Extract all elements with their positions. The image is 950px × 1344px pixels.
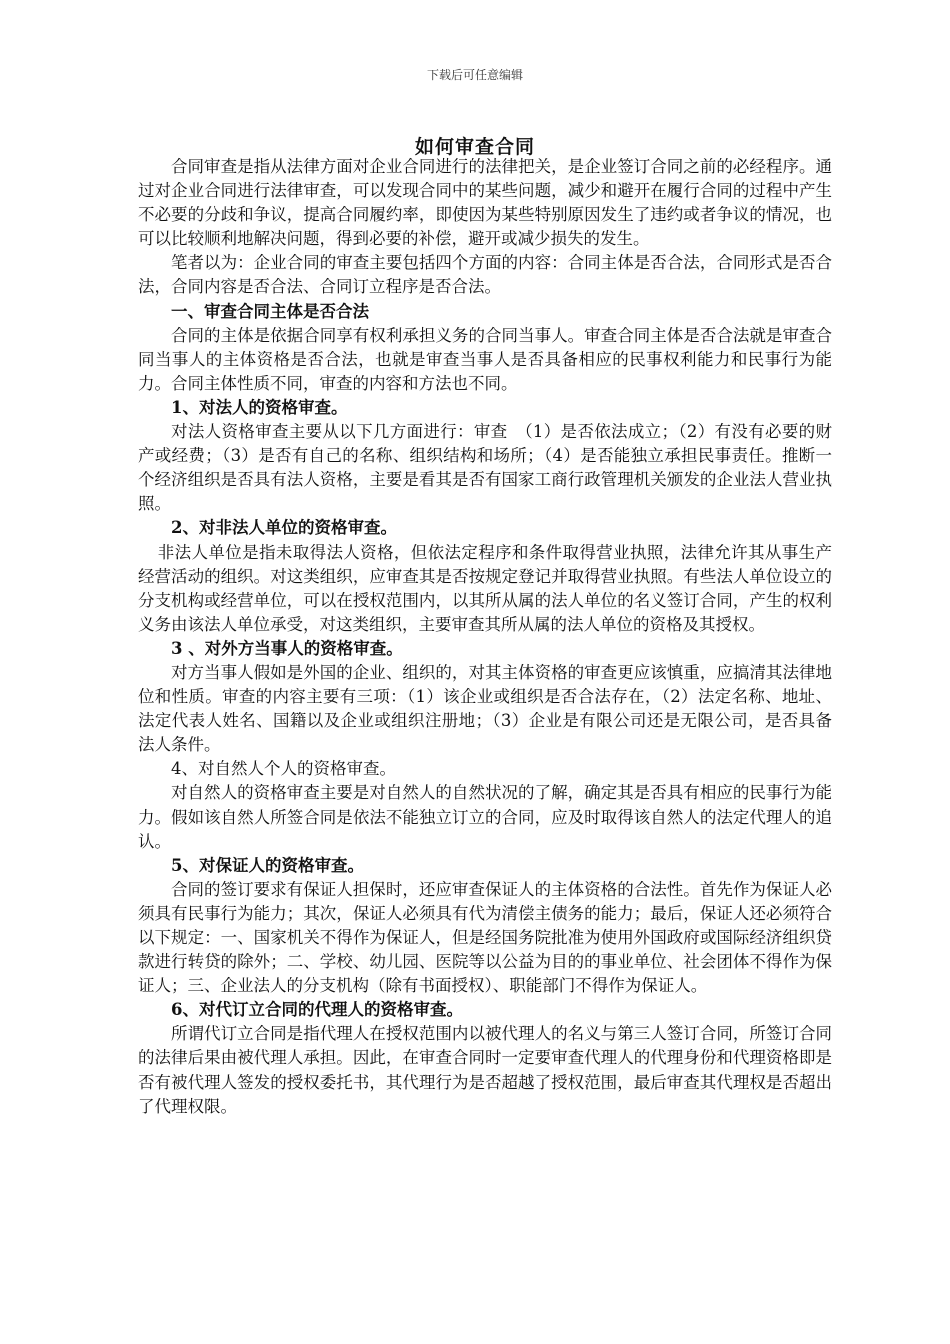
item-5-paragraph: 合同的签订要求有保证人担保时，还应审查保证人的主体资格的合法性。首先作为保证人必须具有民事行为能力；其次，保证人必须具有代为清偿主债务的能力；最后，保证人还必须符合以下规定：一、国家机关不得作为保证人，但是经国务院批准为使用外国政府或国际经济组织贷款进行转贷的除外；二、学校、幼儿园、医院等以公益为目的的事业单位、社会团体不得作为保证人；三、企业法人的分支机构（除有书面授权）、职能部门不得作为保证人。 — [138, 879, 832, 996]
header-note: 下载后可任意编辑 — [426, 68, 523, 82]
intro-paragraph-2: 笔者以为：企业合同的审查主要包括四个方面的内容：合同主体是否合法，合同形式是否合法，合同内容是否合法、合同订立程序是否合法。 — [138, 253, 832, 297]
item-6-heading: 6、对代订立合同的代理人的资格审查。 — [171, 1000, 463, 1020]
item-5-heading: 5、对保证人的资格审查。 — [171, 855, 364, 875]
section-1-paragraph: 合同的主体是依据合同享有权利承担义务的合同当事人。审查合同主体是否合法就是审查合同当事人的主体资格是否合法，也就是审查当事人是否具备相应的民事权利能力和民事行为能力。合同主体性质不同，审查的内容和方法也不同。 — [138, 325, 832, 393]
item-2-paragraph: 非法人单位是指未取得法人资格，但依法定程序和条件取得营业执照，法律允许其从事生产经营活动的组织。对这类组织，应审查其是否按规定登记并取得营业执照。有些法人单位设立的分支机构或经营单位，可以在授权范围内，以其所从属的法人单位的名义签订合同，产生的权利义务由该法人单位承受，对这类组织，主要审查其所从属的法人单位的资格及其授权。 — [138, 542, 832, 634]
document-body — [138, 155, 832, 1119]
item-4-paragraph: 对自然人的资格审查主要是对自然人的自然状况的了解，确定其是否具有相应的民事行为能力。假如该自然人所签合同是依法不能独立订立的合同，应及时取得该自然人的法定代理人的追认。 — [138, 783, 832, 851]
intro-paragraph-1: 合同审查是指从法律方面对企业合同进行的法律把关，是企业签订合同之前的必经程序。通过对企业合同进行法律审查，可以发现合同中的某些问题，减少和避开在履行合同的过程中产生不必要的分歧和争议，提高合同履约率，即使因为某些特别原因发生了违约或者争议的情况，也可以比较顺利地解决问题，得到必要的补偿，避开或减少损失的发生。 — [138, 157, 832, 249]
item-3-paragraph: 对方当事人假如是外国的企业、组织的，对其主体资格的审查更应该慎重，应搞清其法律地位和性质。审查的内容主要有三项：（1）该企业或组织是否合法存在，（2）法定名称、地址、法定代表人姓名、国籍以及企业或组织注册地；（3）企业是有限公司还是无限公司，是否具备法人条件。 — [138, 662, 832, 755]
item-2-heading: 2、对非法人单位的资格审查。 — [171, 518, 397, 538]
section-1-heading: 一、审查合同主体是否合法 — [171, 301, 369, 321]
item-1-paragraph: 对法人资格审查主要从以下几方面进行：审查 （1）是否依法成立；（2）有没有必要的财产或经费；（3）是否有自己的名称、组织结构和场所；（4）是否能独立承担民事责任。推断一个经济组织是否具有法人资格，主要是看其是否有国家工商行政管理机关颁发的企业法人营业执照。 — [138, 422, 832, 514]
page-title: 如何审查合同 — [414, 136, 535, 158]
item-6-paragraph: 所谓代订立合同是指代理人在授权范围内以被代理人的名义与第三人签订合同，所签订合同的法律后果由被代理人承担。因此，在审查合同时一定要审查代理人的代理身份和代理资格即是否有被代理人签发的授权委托书，其代理行为是否超越了授权范围，最后审查其代理权是否超出了代理权限。 — [138, 1024, 832, 1116]
item-4-heading: 4、对自然人个人的资格审查。 — [171, 759, 396, 779]
item-3-heading: 3 、对外方当事人的资格审查。 — [171, 638, 403, 658]
item-1-heading: 1、对法人的资格审查。 — [171, 397, 348, 417]
